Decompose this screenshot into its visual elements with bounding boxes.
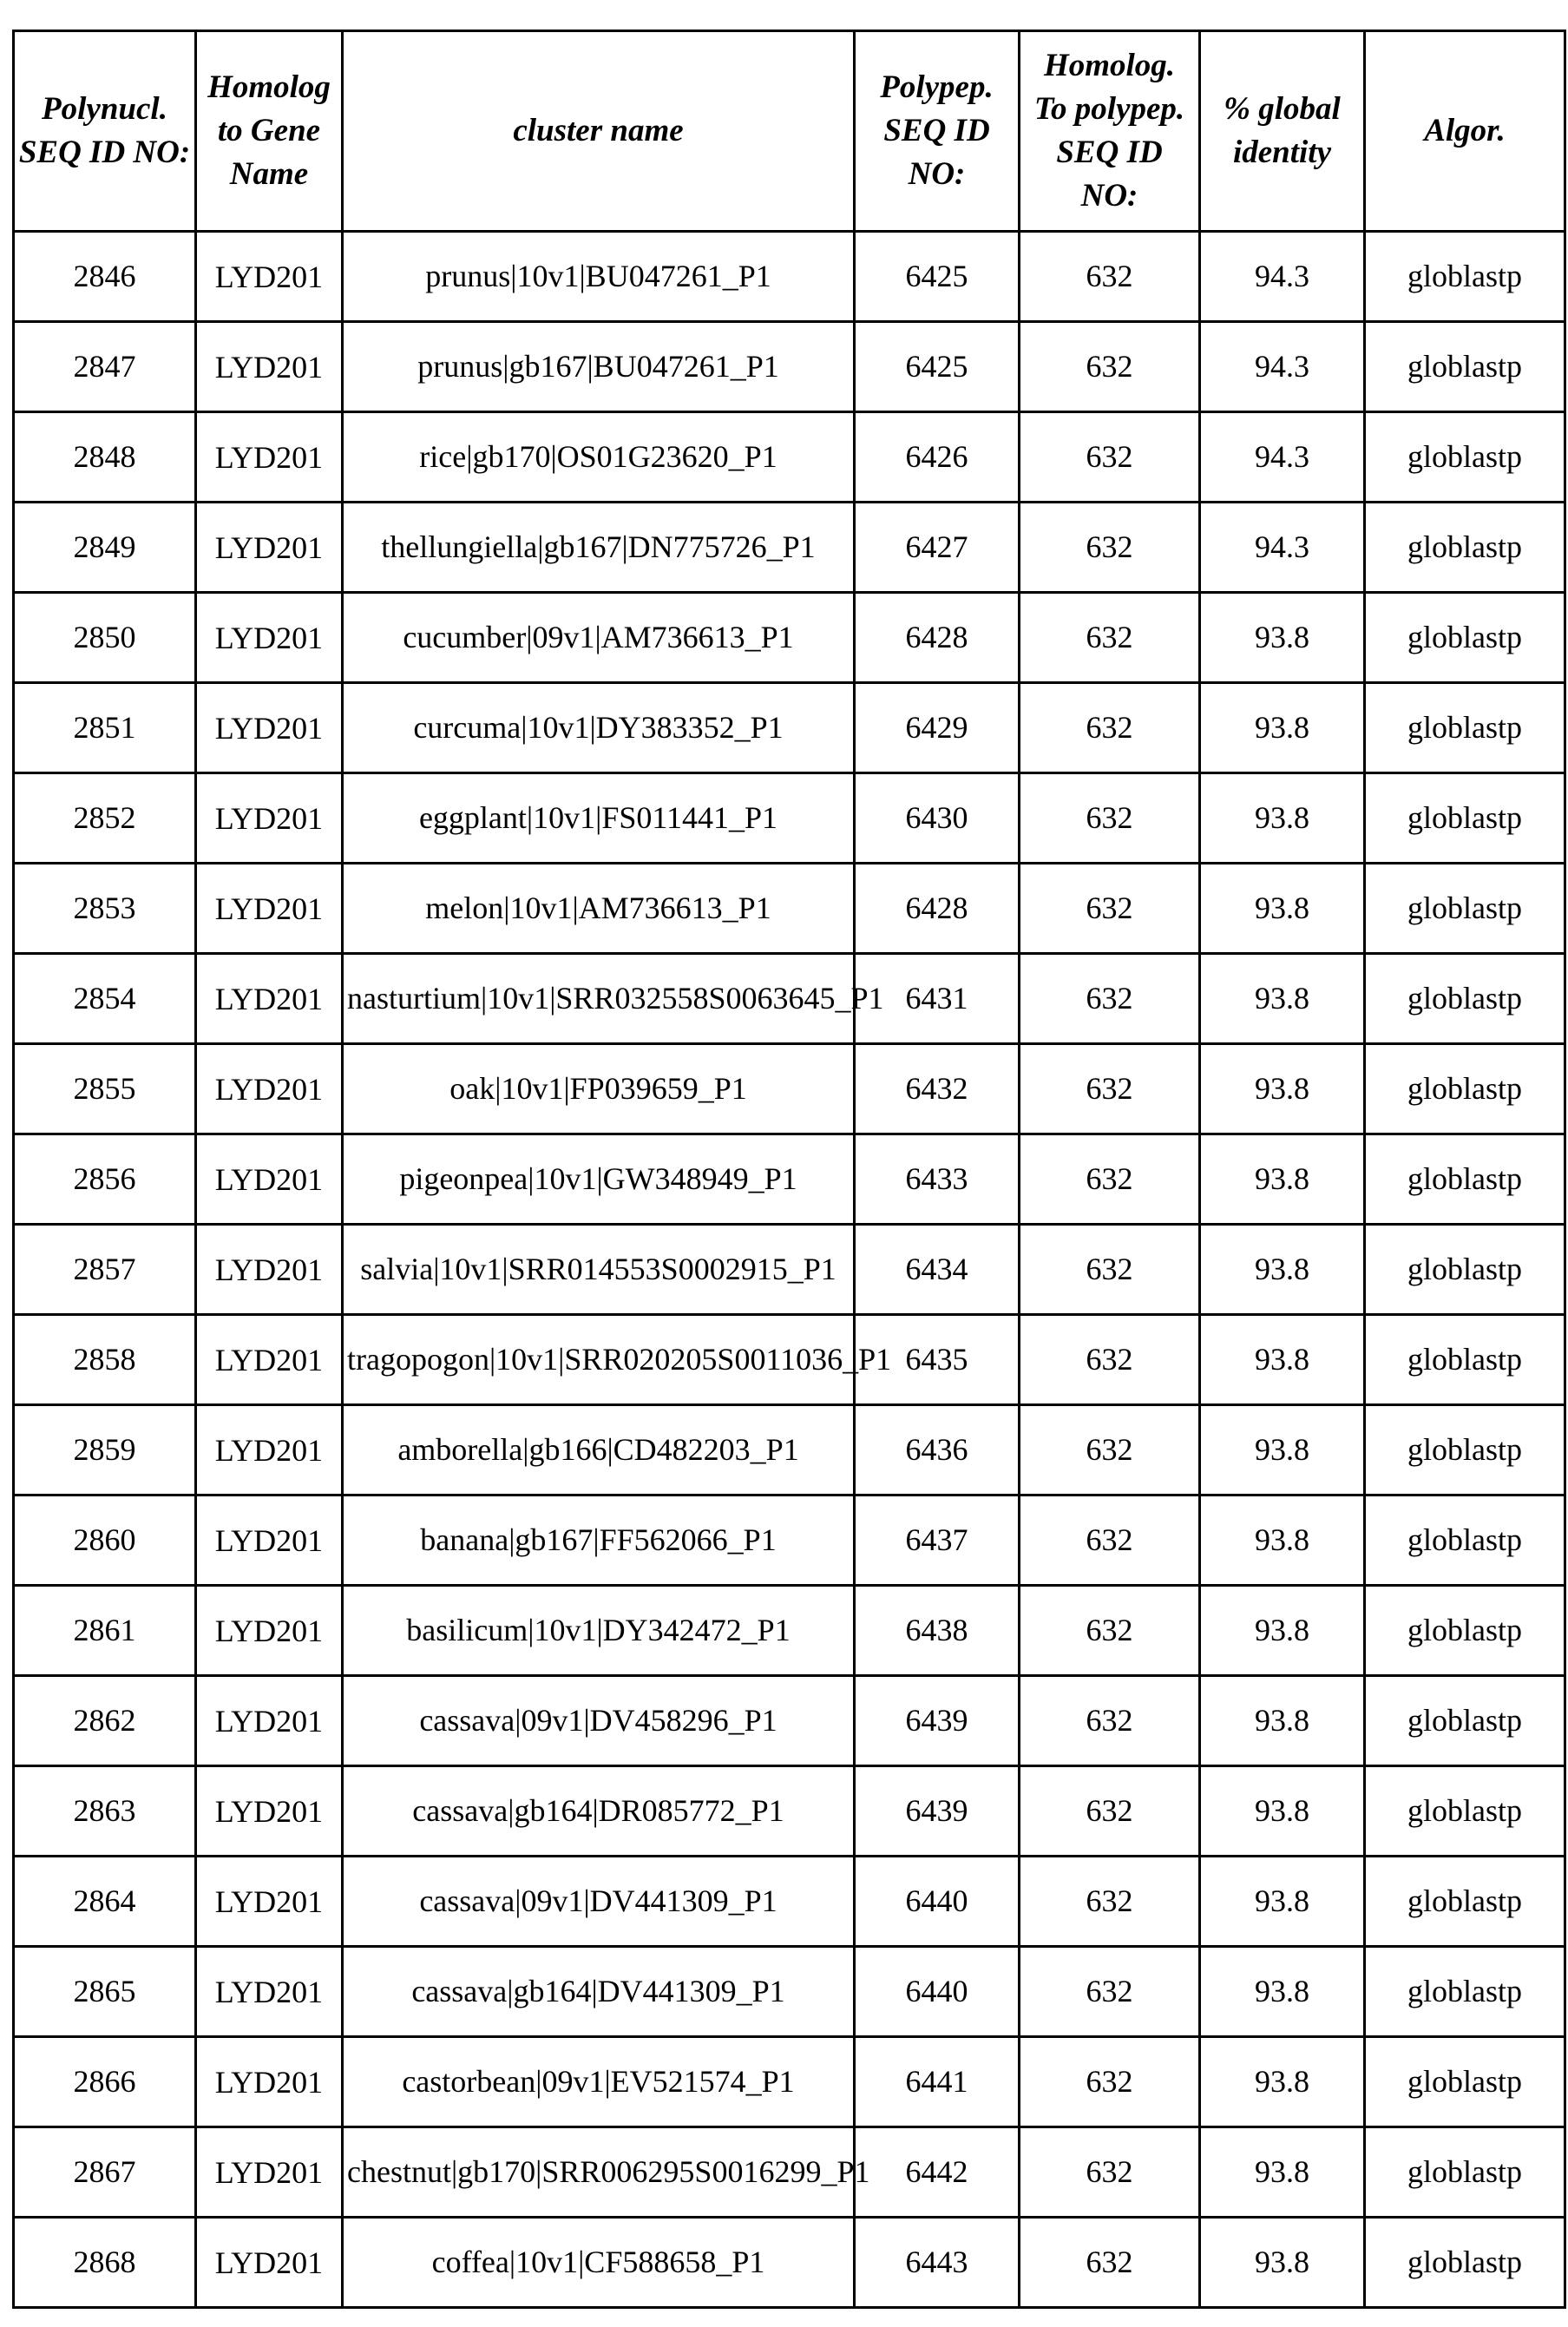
cell-algorithm: globlastp	[1365, 2218, 1565, 2308]
cell-cluster-name: amborella|gb166|CD482203_P1	[343, 1405, 855, 1495]
cell-cluster-name: castorbean|09v1|EV521574_P1	[343, 2037, 855, 2127]
cell-gene-name: LYD201	[196, 593, 343, 683]
cell-polynucleotide-seq-id: 2856	[14, 1134, 196, 1225]
table-row	[14, 1766, 1565, 1857]
homolog-table	[12, 30, 1566, 2309]
cell-gene-name: LYD201	[196, 503, 343, 593]
cell-polypeptide-seq-id: 6435	[855, 1315, 1020, 1405]
cell-polynucleotide-seq-id: 2861	[14, 1586, 196, 1676]
table-row	[14, 864, 1565, 954]
cell-polypeptide-seq-id: 6434	[855, 1225, 1020, 1315]
cell-homolog-polypeptide-seq-id: 632	[1020, 2037, 1200, 2127]
cell-global-identity: 93.8	[1200, 1586, 1365, 1676]
table-row	[14, 1134, 1565, 1225]
cell-global-identity: 93.8	[1200, 1405, 1365, 1495]
cell-cluster-name: nasturtium|10v1|SRR032558S0063645_P1	[343, 954, 855, 1044]
cell-algorithm: globlastp	[1365, 322, 1565, 412]
cell-polypeptide-seq-id: 6440	[855, 1857, 1020, 1947]
cell-cluster-name: rice|gb170|OS01G23620_P1	[343, 412, 855, 503]
cell-algorithm: globlastp	[1365, 1044, 1565, 1134]
cell-global-identity: 93.8	[1200, 2037, 1365, 2127]
cell-cluster-name: prunus|gb167|BU047261_P1	[343, 322, 855, 412]
cell-gene-name: LYD201	[196, 1044, 343, 1134]
cell-polypeptide-seq-id: 6428	[855, 593, 1020, 683]
cell-global-identity: 93.8	[1200, 1947, 1365, 2037]
cell-homolog-polypeptide-seq-id: 632	[1020, 503, 1200, 593]
cell-gene-name: LYD201	[196, 1857, 343, 1947]
cell-gene-name: LYD201	[196, 1676, 343, 1766]
cell-homolog-polypeptide-seq-id: 632	[1020, 2127, 1200, 2218]
cell-homolog-polypeptide-seq-id: 632	[1020, 1405, 1200, 1495]
cell-cluster-name: coffea|10v1|CF588658_P1	[343, 2218, 855, 2308]
cell-cluster-name: salvia|10v1|SRR014553S0002915_P1	[343, 1225, 855, 1315]
cell-global-identity: 93.8	[1200, 1044, 1365, 1134]
cell-homolog-polypeptide-seq-id: 632	[1020, 1676, 1200, 1766]
cell-homolog-polypeptide-seq-id: 632	[1020, 412, 1200, 503]
cell-global-identity: 93.8	[1200, 954, 1365, 1044]
cell-polynucleotide-seq-id: 2855	[14, 1044, 196, 1134]
table-row	[14, 1044, 1565, 1134]
cell-cluster-name: curcuma|10v1|DY383352_P1	[343, 683, 855, 773]
cell-global-identity: 93.8	[1200, 1225, 1365, 1315]
cell-algorithm: globlastp	[1365, 1225, 1565, 1315]
cell-homolog-polypeptide-seq-id: 632	[1020, 1225, 1200, 1315]
cell-cluster-name: tragopogon|10v1|SRR020205S0011036_P1	[343, 1315, 855, 1405]
cell-algorithm: globlastp	[1365, 864, 1565, 954]
cell-cluster-name: thellungiella|gb167|DN775726_P1	[343, 503, 855, 593]
cell-homolog-polypeptide-seq-id: 632	[1020, 2218, 1200, 2308]
cell-polynucleotide-seq-id: 2860	[14, 1495, 196, 1586]
cell-cluster-name: prunus|10v1|BU047261_P1	[343, 232, 855, 322]
cell-polynucleotide-seq-id: 2859	[14, 1405, 196, 1495]
cell-global-identity: 93.8	[1200, 683, 1365, 773]
cell-algorithm: globlastp	[1365, 683, 1565, 773]
cell-gene-name: LYD201	[196, 1495, 343, 1586]
cell-global-identity: 93.8	[1200, 1134, 1365, 1225]
cell-polynucleotide-seq-id: 2868	[14, 2218, 196, 2308]
cell-polypeptide-seq-id: 6429	[855, 683, 1020, 773]
cell-algorithm: globlastp	[1365, 2037, 1565, 2127]
cell-polypeptide-seq-id: 6439	[855, 1766, 1020, 1857]
header-polynucleotide-seq-id: Polynucl. SEQ ID NO:	[14, 31, 196, 232]
table-row	[14, 1405, 1565, 1495]
cell-gene-name: LYD201	[196, 1134, 343, 1225]
cell-cluster-name: cucumber|09v1|AM736613_P1	[343, 593, 855, 683]
cell-global-identity: 94.3	[1200, 503, 1365, 593]
cell-algorithm: globlastp	[1365, 1857, 1565, 1947]
table-row	[14, 954, 1565, 1044]
cell-polynucleotide-seq-id: 2862	[14, 1676, 196, 1766]
cell-global-identity: 93.8	[1200, 1676, 1365, 1766]
table-row	[14, 503, 1565, 593]
cell-polypeptide-seq-id: 6425	[855, 232, 1020, 322]
cell-gene-name: LYD201	[196, 1405, 343, 1495]
cell-gene-name: LYD201	[196, 232, 343, 322]
header-cluster-name: cluster name	[343, 31, 855, 232]
cell-polynucleotide-seq-id: 2847	[14, 322, 196, 412]
cell-global-identity: 94.3	[1200, 232, 1365, 322]
cell-homolog-polypeptide-seq-id: 632	[1020, 1947, 1200, 2037]
table-row	[14, 412, 1565, 503]
cell-global-identity: 93.8	[1200, 864, 1365, 954]
cell-global-identity: 93.8	[1200, 2127, 1365, 2218]
table-row	[14, 1586, 1565, 1676]
cell-global-identity: 93.8	[1200, 1766, 1365, 1857]
cell-global-identity: 94.3	[1200, 322, 1365, 412]
cell-gene-name: LYD201	[196, 864, 343, 954]
cell-polypeptide-seq-id: 6440	[855, 1947, 1020, 2037]
cell-algorithm: globlastp	[1365, 1947, 1565, 2037]
table-row	[14, 2127, 1565, 2218]
table-row	[14, 322, 1565, 412]
cell-algorithm: globlastp	[1365, 773, 1565, 864]
cell-algorithm: globlastp	[1365, 954, 1565, 1044]
cell-global-identity: 93.8	[1200, 2218, 1365, 2308]
cell-polynucleotide-seq-id: 2858	[14, 1315, 196, 1405]
cell-gene-name: LYD201	[196, 773, 343, 864]
cell-polypeptide-seq-id: 6433	[855, 1134, 1020, 1225]
cell-cluster-name: banana|gb167|FF562066_P1	[343, 1495, 855, 1586]
cell-polypeptide-seq-id: 6437	[855, 1495, 1020, 1586]
cell-homolog-polypeptide-seq-id: 632	[1020, 1766, 1200, 1857]
cell-homolog-polypeptide-seq-id: 632	[1020, 1044, 1200, 1134]
cell-polynucleotide-seq-id: 2849	[14, 503, 196, 593]
cell-global-identity: 93.8	[1200, 593, 1365, 683]
cell-algorithm: globlastp	[1365, 1495, 1565, 1586]
header-algorithm: Algor.	[1365, 31, 1565, 232]
cell-gene-name: LYD201	[196, 1586, 343, 1676]
cell-homolog-polypeptide-seq-id: 632	[1020, 1586, 1200, 1676]
cell-homolog-polypeptide-seq-id: 632	[1020, 322, 1200, 412]
cell-gene-name: LYD201	[196, 2037, 343, 2127]
cell-polynucleotide-seq-id: 2867	[14, 2127, 196, 2218]
header-row	[14, 31, 1565, 232]
cell-polynucleotide-seq-id: 2866	[14, 2037, 196, 2127]
cell-gene-name: LYD201	[196, 1766, 343, 1857]
cell-algorithm: globlastp	[1365, 503, 1565, 593]
cell-cluster-name: oak|10v1|FP039659_P1	[343, 1044, 855, 1134]
cell-gene-name: LYD201	[196, 2127, 343, 2218]
header-homolog-polypeptide-seq-id: Homolog. To polypep. SEQ ID NO:	[1020, 31, 1200, 232]
cell-cluster-name: cassava|09v1|DV441309_P1	[343, 1857, 855, 1947]
header-global-identity: % global identity	[1200, 31, 1365, 232]
table-row	[14, 1225, 1565, 1315]
cell-global-identity: 93.8	[1200, 1315, 1365, 1405]
cell-algorithm: globlastp	[1365, 1405, 1565, 1495]
cell-polypeptide-seq-id: 6443	[855, 2218, 1020, 2308]
cell-polypeptide-seq-id: 6442	[855, 2127, 1020, 2218]
cell-polypeptide-seq-id: 6436	[855, 1405, 1020, 1495]
table-row	[14, 1947, 1565, 2037]
cell-algorithm: globlastp	[1365, 2127, 1565, 2218]
table-row	[14, 1857, 1565, 1947]
table-row	[14, 593, 1565, 683]
cell-algorithm: globlastp	[1365, 1134, 1565, 1225]
cell-polynucleotide-seq-id: 2857	[14, 1225, 196, 1315]
cell-cluster-name: chestnut|gb170|SRR006295S0016299_P1	[343, 2127, 855, 2218]
table-row	[14, 683, 1565, 773]
cell-cluster-name: melon|10v1|AM736613_P1	[343, 864, 855, 954]
cell-polypeptide-seq-id: 6427	[855, 503, 1020, 593]
cell-polypeptide-seq-id: 6425	[855, 322, 1020, 412]
cell-gene-name: LYD201	[196, 1947, 343, 2037]
cell-algorithm: globlastp	[1365, 593, 1565, 683]
cell-polypeptide-seq-id: 6432	[855, 1044, 1020, 1134]
cell-homolog-polypeptide-seq-id: 632	[1020, 773, 1200, 864]
cell-gene-name: LYD201	[196, 412, 343, 503]
cell-cluster-name: cassava|gb164|DR085772_P1	[343, 1766, 855, 1857]
cell-polypeptide-seq-id: 6441	[855, 2037, 1020, 2127]
cell-gene-name: LYD201	[196, 322, 343, 412]
cell-algorithm: globlastp	[1365, 412, 1565, 503]
cell-algorithm: globlastp	[1365, 1766, 1565, 1857]
cell-algorithm: globlastp	[1365, 1315, 1565, 1405]
cell-polynucleotide-seq-id: 2846	[14, 232, 196, 322]
cell-polynucleotide-seq-id: 2863	[14, 1766, 196, 1857]
cell-gene-name: LYD201	[196, 954, 343, 1044]
cell-cluster-name: cassava|09v1|DV458296_P1	[343, 1676, 855, 1766]
table-row	[14, 2037, 1565, 2127]
cell-gene-name: LYD201	[196, 683, 343, 773]
cell-homolog-polypeptide-seq-id: 632	[1020, 593, 1200, 683]
cell-global-identity: 93.8	[1200, 773, 1365, 864]
table-row	[14, 1676, 1565, 1766]
table-row	[14, 2218, 1565, 2308]
cell-polypeptide-seq-id: 6430	[855, 773, 1020, 864]
cell-global-identity: 93.8	[1200, 1857, 1365, 1947]
cell-polynucleotide-seq-id: 2854	[14, 954, 196, 1044]
cell-cluster-name: pigeonpea|10v1|GW348949_P1	[343, 1134, 855, 1225]
cell-cluster-name: cassava|gb164|DV441309_P1	[343, 1947, 855, 2037]
cell-gene-name: LYD201	[196, 1225, 343, 1315]
cell-polynucleotide-seq-id: 2852	[14, 773, 196, 864]
table-row	[14, 773, 1565, 864]
cell-gene-name: LYD201	[196, 1315, 343, 1405]
table-row	[14, 1315, 1565, 1405]
cell-global-identity: 93.8	[1200, 1495, 1365, 1586]
cell-polypeptide-seq-id: 6438	[855, 1586, 1020, 1676]
cell-gene-name: LYD201	[196, 2218, 343, 2308]
header-homolog-gene-name: Homolog to Gene Name	[196, 31, 343, 232]
table-row	[14, 1495, 1565, 1586]
cell-polypeptide-seq-id: 6426	[855, 412, 1020, 503]
table-row	[14, 232, 1565, 322]
cell-homolog-polypeptide-seq-id: 632	[1020, 1495, 1200, 1586]
cell-polynucleotide-seq-id: 2865	[14, 1947, 196, 2037]
header-polypeptide-seq-id: Polypep. SEQ ID NO:	[855, 31, 1020, 232]
cell-polypeptide-seq-id: 6431	[855, 954, 1020, 1044]
cell-global-identity: 94.3	[1200, 412, 1365, 503]
cell-homolog-polypeptide-seq-id: 632	[1020, 683, 1200, 773]
cell-polynucleotide-seq-id: 2851	[14, 683, 196, 773]
cell-cluster-name: eggplant|10v1|FS011441_P1	[343, 773, 855, 864]
cell-homolog-polypeptide-seq-id: 632	[1020, 1134, 1200, 1225]
cell-cluster-name: basilicum|10v1|DY342472_P1	[343, 1586, 855, 1676]
cell-homolog-polypeptide-seq-id: 632	[1020, 1857, 1200, 1947]
cell-polynucleotide-seq-id: 2853	[14, 864, 196, 954]
cell-homolog-polypeptide-seq-id: 632	[1020, 864, 1200, 954]
cell-polynucleotide-seq-id: 2864	[14, 1857, 196, 1947]
cell-algorithm: globlastp	[1365, 1586, 1565, 1676]
cell-polypeptide-seq-id: 6428	[855, 864, 1020, 954]
cell-polynucleotide-seq-id: 2848	[14, 412, 196, 503]
cell-algorithm: globlastp	[1365, 232, 1565, 322]
cell-polynucleotide-seq-id: 2850	[14, 593, 196, 683]
cell-homolog-polypeptide-seq-id: 632	[1020, 1315, 1200, 1405]
cell-polypeptide-seq-id: 6439	[855, 1676, 1020, 1766]
cell-homolog-polypeptide-seq-id: 632	[1020, 954, 1200, 1044]
cell-algorithm: globlastp	[1365, 1676, 1565, 1766]
cell-homolog-polypeptide-seq-id: 632	[1020, 232, 1200, 322]
